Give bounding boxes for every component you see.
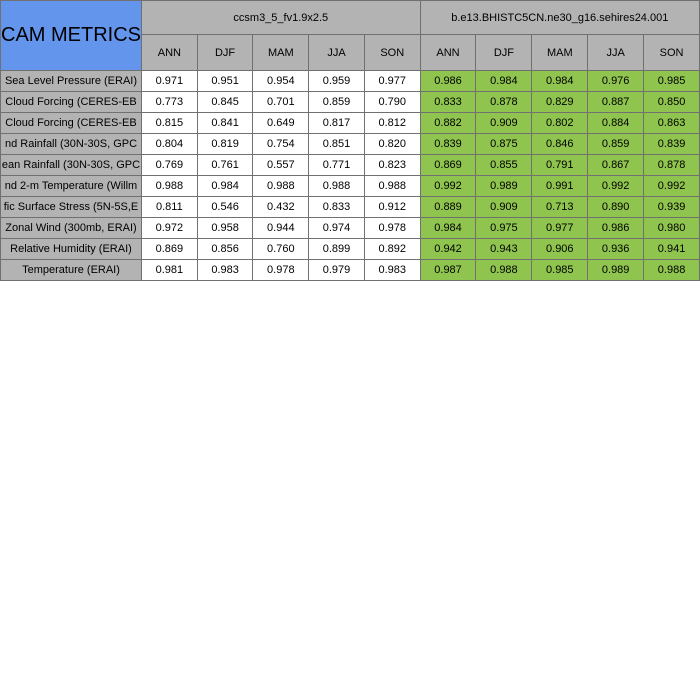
value-cell-case1: 0.988 bbox=[309, 176, 365, 197]
season-header-son: SON bbox=[644, 35, 700, 71]
row-label-text: Cloud Forcing (CERES-EB bbox=[5, 96, 137, 108]
value-cell-case1: 0.851 bbox=[309, 134, 365, 155]
value-cell-case2: 0.867 bbox=[588, 155, 644, 176]
value-cell-case2: 0.992 bbox=[644, 176, 700, 197]
row-label bbox=[1, 176, 142, 197]
table-row bbox=[1, 71, 700, 92]
row-label-text: Sea Level Pressure (ERAI) bbox=[4, 75, 138, 87]
value-cell-case1: 0.978 bbox=[364, 218, 420, 239]
value-cell-case2: 0.846 bbox=[532, 134, 588, 155]
value-cell-case1: 0.820 bbox=[364, 134, 420, 155]
value-cell-case1: 0.771 bbox=[309, 155, 365, 176]
metrics-table bbox=[0, 0, 700, 281]
value-cell-case2: 0.984 bbox=[532, 71, 588, 92]
row-label bbox=[1, 197, 142, 218]
value-cell-case1: 0.649 bbox=[253, 113, 309, 134]
value-cell-case1: 0.899 bbox=[309, 239, 365, 260]
value-cell-case2: 0.863 bbox=[644, 113, 700, 134]
season-header-jja: JJA bbox=[588, 35, 644, 71]
value-cell-case2: 0.875 bbox=[476, 134, 532, 155]
value-cell-case2: 0.984 bbox=[476, 71, 532, 92]
table-row bbox=[1, 260, 700, 281]
value-cell-case2: 0.987 bbox=[420, 260, 476, 281]
row-label-text: ean Rainfall (30N-30S, GPC bbox=[1, 159, 141, 171]
value-cell-case1: 0.988 bbox=[253, 176, 309, 197]
value-cell-case2: 0.975 bbox=[476, 218, 532, 239]
value-cell-case2: 0.802 bbox=[532, 113, 588, 134]
value-cell-case1: 0.856 bbox=[197, 239, 253, 260]
season-header-djf: DJF bbox=[476, 35, 532, 71]
row-label bbox=[1, 218, 142, 239]
value-cell-case1: 0.979 bbox=[309, 260, 365, 281]
value-cell-case2: 0.986 bbox=[588, 218, 644, 239]
row-label-text: Relative Humidity (ERAI) bbox=[10, 243, 132, 255]
value-cell-case1: 0.981 bbox=[142, 260, 198, 281]
row-label-text: Zonal Wind (300mb, ERAI) bbox=[5, 222, 137, 234]
row-label bbox=[1, 134, 142, 155]
value-cell-case2: 0.839 bbox=[420, 134, 476, 155]
case-header-1: ccsm3_5_fv1.9x2.5 bbox=[142, 1, 421, 35]
value-cell-case1: 0.769 bbox=[142, 155, 198, 176]
value-cell-case1: 0.546 bbox=[197, 197, 253, 218]
table-row bbox=[1, 113, 700, 134]
row-label-text: Temperature (ERAI) bbox=[22, 264, 120, 276]
row-label-text: nd 2-m Temperature (Willm bbox=[4, 180, 138, 192]
value-cell-case2: 0.936 bbox=[588, 239, 644, 260]
row-label bbox=[1, 239, 142, 260]
value-cell-case1: 0.432 bbox=[253, 197, 309, 218]
value-cell-case2: 0.943 bbox=[476, 239, 532, 260]
case-header-2: b.e13.BHISTC5CN.ne30_g16.sehires24.001 bbox=[420, 1, 699, 35]
row-label bbox=[1, 260, 142, 281]
value-cell-case1: 0.972 bbox=[142, 218, 198, 239]
value-cell-case1: 0.977 bbox=[364, 71, 420, 92]
value-cell-case1: 0.959 bbox=[309, 71, 365, 92]
row-label-text: fic Surface Stress (5N-5S,E bbox=[3, 201, 139, 213]
value-cell-case2: 0.985 bbox=[532, 260, 588, 281]
value-cell-case1: 0.804 bbox=[142, 134, 198, 155]
value-cell-case1: 0.817 bbox=[309, 113, 365, 134]
season-header-jja: JJA bbox=[309, 35, 365, 71]
value-cell-case1: 0.978 bbox=[253, 260, 309, 281]
value-cell-case2: 0.941 bbox=[644, 239, 700, 260]
value-cell-case1: 0.988 bbox=[142, 176, 198, 197]
value-cell-case1: 0.971 bbox=[142, 71, 198, 92]
value-cell-case1: 0.859 bbox=[309, 92, 365, 113]
value-cell-case2: 0.991 bbox=[532, 176, 588, 197]
value-cell-case2: 0.855 bbox=[476, 155, 532, 176]
value-cell-case1: 0.823 bbox=[364, 155, 420, 176]
value-cell-case2: 0.985 bbox=[644, 71, 700, 92]
value-cell-case2: 0.850 bbox=[644, 92, 700, 113]
value-cell-case1: 0.790 bbox=[364, 92, 420, 113]
value-cell-case2: 0.882 bbox=[420, 113, 476, 134]
value-cell-case2: 0.989 bbox=[588, 260, 644, 281]
value-cell-case2: 0.984 bbox=[420, 218, 476, 239]
value-cell-case2: 0.890 bbox=[588, 197, 644, 218]
value-cell-case2: 0.977 bbox=[532, 218, 588, 239]
season-header-son: SON bbox=[364, 35, 420, 71]
row-label bbox=[1, 71, 142, 92]
value-cell-case1: 0.983 bbox=[364, 260, 420, 281]
season-header-ann: ANN bbox=[142, 35, 198, 71]
value-cell-case1: 0.845 bbox=[197, 92, 253, 113]
value-cell-case2: 0.976 bbox=[588, 71, 644, 92]
value-cell-case2: 0.869 bbox=[420, 155, 476, 176]
value-cell-case2: 0.878 bbox=[644, 155, 700, 176]
row-label-text: Cloud Forcing (CERES-EB bbox=[5, 117, 137, 129]
value-cell-case1: 0.974 bbox=[309, 218, 365, 239]
value-cell-case2: 0.839 bbox=[644, 134, 700, 155]
season-header-mam: MAM bbox=[532, 35, 588, 71]
value-cell-case2: 0.992 bbox=[420, 176, 476, 197]
value-cell-case1: 0.869 bbox=[142, 239, 198, 260]
value-cell-case2: 0.878 bbox=[476, 92, 532, 113]
value-cell-case1: 0.984 bbox=[197, 176, 253, 197]
value-cell-case2: 0.986 bbox=[420, 71, 476, 92]
table-row bbox=[1, 218, 700, 239]
table-title: CAM METRICS bbox=[1, 1, 142, 71]
table-row bbox=[1, 176, 700, 197]
value-cell-case2: 0.833 bbox=[420, 92, 476, 113]
value-cell-case1: 0.983 bbox=[197, 260, 253, 281]
value-cell-case2: 0.791 bbox=[532, 155, 588, 176]
value-cell-case2: 0.909 bbox=[476, 113, 532, 134]
value-cell-case1: 0.760 bbox=[253, 239, 309, 260]
value-cell-case2: 0.906 bbox=[532, 239, 588, 260]
value-cell-case2: 0.980 bbox=[644, 218, 700, 239]
header-row-cases bbox=[1, 1, 700, 35]
value-cell-case1: 0.815 bbox=[142, 113, 198, 134]
value-cell-case1: 0.841 bbox=[197, 113, 253, 134]
value-cell-case1: 0.951 bbox=[197, 71, 253, 92]
value-cell-case2: 0.713 bbox=[532, 197, 588, 218]
season-header-djf: DJF bbox=[197, 35, 253, 71]
value-cell-case2: 0.889 bbox=[420, 197, 476, 218]
table-row bbox=[1, 155, 700, 176]
value-cell-case2: 0.887 bbox=[588, 92, 644, 113]
value-cell-case1: 0.819 bbox=[197, 134, 253, 155]
table-row bbox=[1, 134, 700, 155]
row-label bbox=[1, 113, 142, 134]
row-label-text: nd Rainfall (30N-30S, GPC bbox=[4, 138, 138, 150]
row-label bbox=[1, 92, 142, 113]
value-cell-case1: 0.812 bbox=[364, 113, 420, 134]
value-cell-case2: 0.988 bbox=[476, 260, 532, 281]
value-cell-case1: 0.761 bbox=[197, 155, 253, 176]
table-row bbox=[1, 197, 700, 218]
row-label bbox=[1, 155, 142, 176]
value-cell-case2: 0.884 bbox=[588, 113, 644, 134]
value-cell-case1: 0.833 bbox=[309, 197, 365, 218]
season-header-ann: ANN bbox=[420, 35, 476, 71]
table-row bbox=[1, 239, 700, 260]
value-cell-case1: 0.944 bbox=[253, 218, 309, 239]
value-cell-case1: 0.912 bbox=[364, 197, 420, 218]
value-cell-case1: 0.892 bbox=[364, 239, 420, 260]
value-cell-case1: 0.954 bbox=[253, 71, 309, 92]
value-cell-case1: 0.754 bbox=[253, 134, 309, 155]
value-cell-case2: 0.859 bbox=[588, 134, 644, 155]
season-header-mam: MAM bbox=[253, 35, 309, 71]
value-cell-case2: 0.939 bbox=[644, 197, 700, 218]
value-cell-case1: 0.988 bbox=[364, 176, 420, 197]
value-cell-case2: 0.988 bbox=[644, 260, 700, 281]
metrics-table-body bbox=[1, 1, 700, 281]
value-cell-case1: 0.811 bbox=[142, 197, 198, 218]
value-cell-case2: 0.829 bbox=[532, 92, 588, 113]
value-cell-case1: 0.773 bbox=[142, 92, 198, 113]
value-cell-case2: 0.992 bbox=[588, 176, 644, 197]
value-cell-case2: 0.909 bbox=[476, 197, 532, 218]
table-row bbox=[1, 92, 700, 113]
value-cell-case2: 0.989 bbox=[476, 176, 532, 197]
value-cell-case1: 0.958 bbox=[197, 218, 253, 239]
value-cell-case1: 0.701 bbox=[253, 92, 309, 113]
value-cell-case1: 0.557 bbox=[253, 155, 309, 176]
value-cell-case2: 0.942 bbox=[420, 239, 476, 260]
